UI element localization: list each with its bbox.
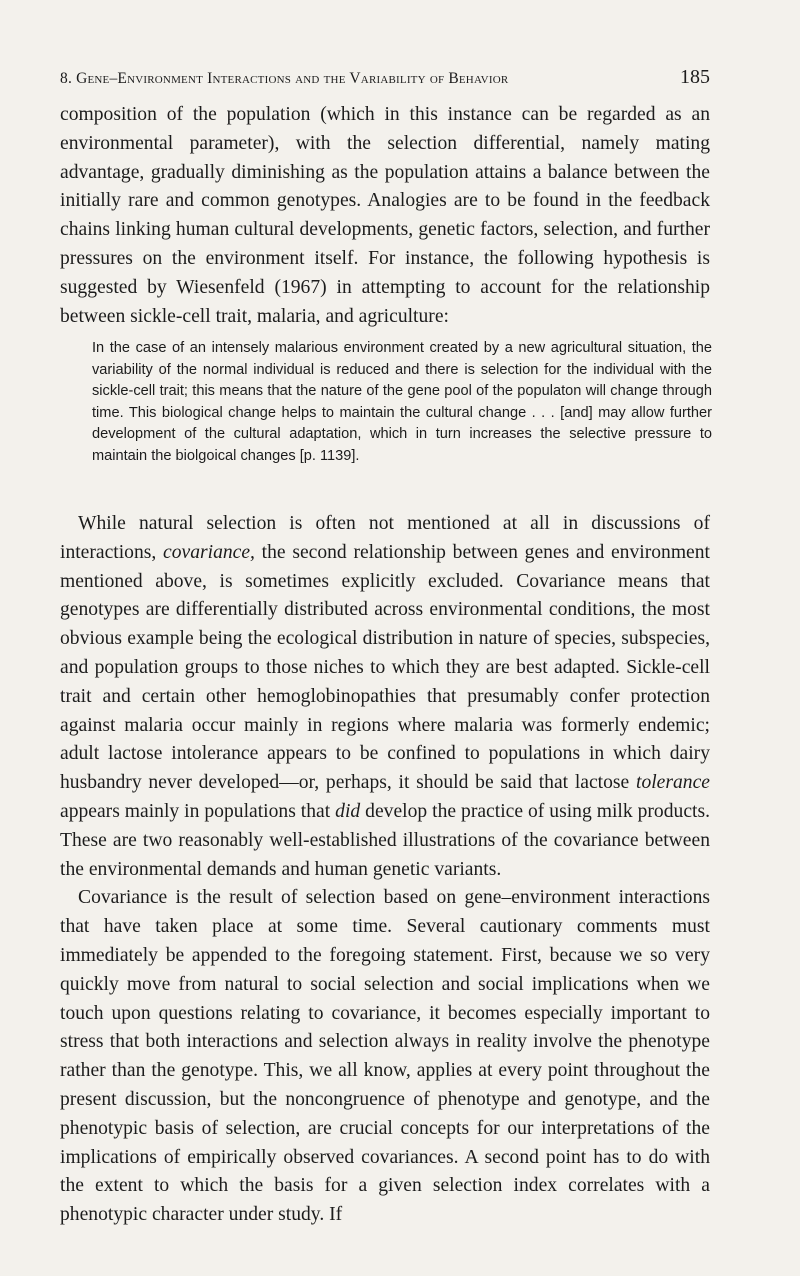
paragraph [60, 510, 710, 884]
text-run: While natural selection is often not mentioned at all in discussions of interactions, [60, 513, 710, 563]
text-run: the second relationship between genes and environment mentioned above, is sometimes explicitly excluded. Covariance means that genotypes are differentially distributed across environmental conditions, the most obvious example being the ecological distribution in nature of species, subspecies, and population groups to those niches to which they are best adapted. Sickle-cell trait and certain other hemoglobinopathies that presumably confer protection against malaria occur mainly in regions where malaria was formerly endemic; adult lactose intolerance appears to be confined to populations in which dairy husbandry never developed—or, perhaps, it should be said that lactose [60, 541, 710, 794]
chapter-title: 8. Gene–Environment Interactions and the Variability of Behavior [60, 70, 509, 87]
body-text-top [60, 101, 710, 331]
paragraph: Covariance is the result of selection based on gene–environment interactions that have taken place at some time. Several cautionary comments must immediately be appended to the foregoing statement. First, because we so very quickly move from natural to social selection and social implications when we touch upon questions relating to covariance, it becomes especially important to stress that both interactions and selection always in reality involve the phenotype rather than the genotype. This, we all know, applies at every point throughout the present discussion, but the noncongruence of phenotype and genotype, and the phenotypic basis of selection, are crucial concepts for our interpretations of the implications of empirically observed covariances. A second point has to do with the extent to which the basis for a given selection index correlates with a phenotypic character under study. If [60, 887, 710, 1226]
italic-term: covariance, [163, 541, 255, 563]
page-number: 185 [680, 66, 710, 88]
italic-term: did [335, 800, 361, 822]
body-text-main [60, 510, 710, 1230]
text-run: appears mainly in populations that [60, 800, 336, 822]
text-run: develop the practice of using milk products. These are two reasonably well-established illustrations of the covariance between the environmental demands and human genetic variants. [60, 800, 710, 880]
block-quote: In the case of an intensely malarious environment created by a new agricultural situation, the variability of the normal individual is reduced and there is selection for the individual with the sickle-cell trait; this means that the nature of the gene pool of the populaton will change through time. This biological change helps to maintain the cultural change . . . [and] may allow further development of the cultural adaptation, which in turn increases the selective pressure to maintain the biolgoical changes [p. 1139]. [92, 340, 712, 464]
running-head [60, 66, 710, 89]
paragraph: composition of the population (which in this instance can be regarded as an environmental parameter), with the selection differential, namely mating advantage, gradually diminishing as the population attains a balance between the initially rare and common genotypes. Analogies are to be found in the feedback chains linking human cultural developments, genetic factors, selection, and further pressures on the environment itself. For instance, the following hypothesis is suggested by Wiesenfeld (1967) in attempting to account for the relationship between sickle-cell trait, malaria, and agriculture: [60, 104, 710, 327]
italic-term: tolerance [636, 772, 710, 794]
